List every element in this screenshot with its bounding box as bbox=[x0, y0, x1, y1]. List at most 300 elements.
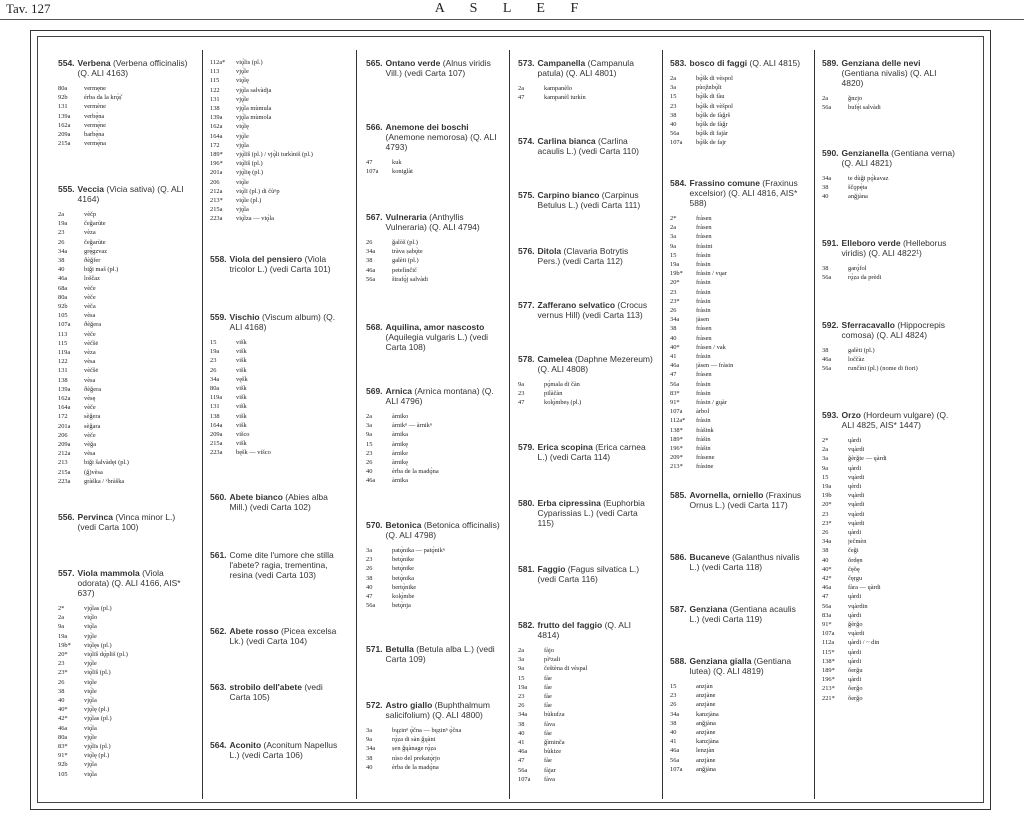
form-row bbox=[670, 223, 805, 232]
dialect-form: vjǫ̀līš (pl.) / vjǫ̀li turkìniš (pl.) bbox=[236, 151, 313, 159]
form-row bbox=[58, 228, 193, 237]
dialect-form: anǧjàna bbox=[696, 765, 716, 773]
survey-point: 138 bbox=[210, 412, 220, 420]
survey-point: 23 bbox=[58, 229, 65, 237]
entry bbox=[366, 212, 501, 284]
survey-point: 206 bbox=[210, 178, 220, 186]
form-row bbox=[670, 269, 805, 278]
dialect-form: viǫ̀līš (pl.) bbox=[84, 669, 111, 677]
survey-point: 3a bbox=[822, 455, 829, 463]
entry-description: (Buphthalmum salicifolium) (Q. ALI 4800) bbox=[385, 700, 490, 720]
survey-point: 40 bbox=[366, 583, 373, 591]
plant-name: Carpino bianco bbox=[537, 190, 602, 200]
form-row bbox=[670, 83, 805, 92]
entry-title bbox=[386, 212, 501, 232]
plant-name: Genziana gialla bbox=[689, 656, 754, 666]
entry-title bbox=[78, 512, 193, 532]
survey-point: 19b* bbox=[58, 641, 71, 649]
survey-point: 34a bbox=[366, 745, 376, 753]
dialect-form: fràsin bbox=[696, 417, 711, 425]
dialect-form: èrba de la madǫ̀na bbox=[392, 763, 439, 771]
entry-heading bbox=[518, 620, 653, 640]
entry-heading bbox=[366, 122, 501, 152]
dialect-form: fràsen bbox=[696, 224, 712, 232]
form-row bbox=[210, 430, 345, 439]
column-separator bbox=[356, 50, 357, 799]
survey-point: 56a bbox=[518, 766, 528, 774]
form-row bbox=[366, 167, 501, 176]
survey-point: 40 bbox=[670, 334, 677, 342]
form-row bbox=[210, 448, 345, 457]
entry-title bbox=[690, 178, 805, 208]
survey-point: 34a bbox=[670, 316, 680, 324]
dialect-form: kampanèlo bbox=[544, 85, 573, 92]
entry-number: 583. bbox=[670, 58, 687, 68]
form-row bbox=[670, 728, 805, 737]
dialect-form: kolǫ̀mbe bbox=[392, 593, 415, 601]
plant-name: Frassino comune bbox=[689, 178, 763, 188]
entry-heading bbox=[670, 552, 805, 572]
form-row bbox=[210, 366, 345, 375]
form-row bbox=[670, 462, 805, 471]
form-row bbox=[670, 361, 805, 370]
survey-point: 47 bbox=[518, 399, 525, 407]
form-row bbox=[58, 219, 193, 228]
dialect-form: rǫ̀ẓa di sàn ǧųàni bbox=[392, 736, 436, 744]
form-row bbox=[58, 724, 193, 733]
dialect-form: anzjàne bbox=[696, 701, 716, 709]
entry-heading bbox=[822, 320, 957, 340]
forms-list bbox=[822, 346, 957, 374]
entry-description: (Betonica officinalis) (Q. ALI 4798) bbox=[385, 520, 500, 540]
survey-point: 131 bbox=[58, 367, 68, 375]
dialect-form: viǫ̀la bbox=[84, 623, 97, 631]
entry-description: (Q. ALI 4814) bbox=[537, 620, 632, 640]
entry-description: (Clavaria Botrytis Pers.) (vedi Carta 112) bbox=[537, 246, 629, 266]
entry-heading bbox=[518, 58, 653, 78]
form-row bbox=[518, 720, 653, 729]
entry-description: (Betula alba L.) (vedi Carta 109) bbox=[385, 644, 495, 664]
entry-number: 557. bbox=[58, 568, 75, 578]
form-row bbox=[210, 196, 345, 205]
entry bbox=[518, 58, 653, 102]
survey-point: 9a bbox=[366, 431, 373, 439]
dialect-form: bųẓinⁿ ǫ̀čna — bųẓinⁿ ǫ̀čna bbox=[392, 727, 462, 734]
page-header bbox=[0, 0, 1024, 18]
entry bbox=[210, 492, 345, 512]
dialect-form: anzjàn bbox=[696, 683, 713, 690]
dialect-form: betǫ̀nike bbox=[392, 565, 415, 573]
plant-name: Genziana delle nevi bbox=[841, 58, 921, 68]
form-row bbox=[822, 694, 957, 703]
entry-number: 573. bbox=[518, 58, 535, 68]
dialect-form: te dùǧi pǫ̀kavaz bbox=[848, 175, 889, 182]
dialect-form: vęšk bbox=[236, 375, 248, 383]
entry-number: 582. bbox=[518, 620, 535, 630]
entry-title bbox=[78, 58, 193, 78]
survey-point: 212a bbox=[58, 450, 71, 458]
form-row bbox=[670, 74, 805, 83]
entry-heading bbox=[366, 386, 501, 406]
plant-name: Astro giallo bbox=[385, 700, 435, 710]
dialect-form: fràšink bbox=[696, 426, 714, 434]
form-row bbox=[670, 260, 805, 269]
entry-number: 581. bbox=[518, 564, 535, 574]
survey-point: 19a bbox=[822, 483, 832, 491]
dialect-form: štrafǫ̀j salvàdi bbox=[392, 275, 429, 283]
entry-heading bbox=[518, 498, 653, 528]
entry-number: 562. bbox=[210, 626, 227, 636]
dialect-form: patǫ̀nika — patǫ̀nikⁿ bbox=[392, 547, 445, 554]
survey-point: 15 bbox=[210, 339, 217, 346]
dialect-form: fràsin / gųàr bbox=[696, 399, 727, 407]
entry-heading bbox=[366, 58, 501, 78]
form-row bbox=[670, 352, 805, 361]
entry-title bbox=[538, 300, 653, 320]
plant-name: Arnica bbox=[385, 386, 415, 396]
dialect-form: višk bbox=[236, 357, 247, 365]
form-row bbox=[670, 288, 805, 297]
entry-description: (Fraxinus Ornus L.) (vedi Carta 117) bbox=[689, 490, 802, 510]
entry-title bbox=[842, 410, 957, 430]
dialect-form: vermęne bbox=[84, 85, 106, 92]
entry-number: 574. bbox=[518, 136, 535, 146]
survey-point: 107a bbox=[670, 765, 683, 773]
form-row bbox=[210, 421, 345, 430]
survey-point: 215a bbox=[210, 440, 223, 448]
survey-point: 34a bbox=[822, 175, 832, 182]
survey-point: 26 bbox=[366, 239, 373, 246]
forms-list bbox=[210, 338, 345, 458]
dialect-form: ðèǧera bbox=[84, 321, 102, 329]
plant-name: Betonica bbox=[385, 520, 424, 530]
survey-point: 38 bbox=[518, 720, 525, 728]
dialect-form: čęǒę bbox=[848, 565, 860, 573]
dialect-form: ǒerǧo bbox=[848, 694, 863, 702]
survey-point: 80a bbox=[210, 385, 220, 393]
plant-name: Vischio bbox=[229, 312, 262, 322]
entry-number: 571. bbox=[366, 644, 383, 654]
survey-point: 15 bbox=[670, 93, 677, 101]
dialect-form: érba da la krǫ̀ṣ̌ bbox=[84, 94, 122, 102]
entry-number: 554. bbox=[58, 58, 75, 68]
survey-point: 34a bbox=[518, 711, 528, 719]
forms-list bbox=[210, 58, 345, 224]
dialect-form: viǫ̀le (pl.) bbox=[236, 197, 262, 205]
dialect-form: bùkufza bbox=[544, 711, 565, 719]
dialect-form: fràsin bbox=[696, 297, 711, 305]
survey-point: 2a bbox=[822, 446, 829, 454]
plant-name: Viola del pensiero bbox=[229, 254, 305, 264]
entry-number: 567. bbox=[366, 212, 383, 222]
form-row bbox=[366, 546, 501, 555]
form-row bbox=[822, 510, 957, 519]
form-row bbox=[58, 742, 193, 751]
form-row bbox=[518, 747, 653, 756]
dialect-form: fàe bbox=[544, 757, 552, 765]
dialect-form: kolǫ̀mbeș (pl.) bbox=[544, 399, 582, 407]
survey-point: 119a bbox=[58, 349, 71, 357]
survey-point: 46a bbox=[670, 362, 680, 370]
plant-name: Zafferano selvatico bbox=[537, 300, 618, 310]
survey-point: 23 bbox=[210, 357, 217, 365]
form-row bbox=[366, 467, 501, 476]
forms-list bbox=[670, 214, 805, 472]
survey-point: 40* bbox=[670, 343, 680, 351]
survey-point: 40 bbox=[58, 697, 65, 705]
survey-point: 38 bbox=[670, 719, 677, 727]
form-row bbox=[822, 648, 957, 657]
plant-name: Erba cipressina bbox=[537, 498, 604, 508]
survey-point: 15 bbox=[670, 683, 677, 690]
dialect-form: àrnikę bbox=[392, 440, 408, 448]
header-rule bbox=[0, 19, 1024, 20]
survey-point: 9a bbox=[518, 665, 525, 673]
form-row bbox=[822, 519, 957, 528]
form-row bbox=[366, 412, 501, 421]
dialect-form: viǫ̀le bbox=[84, 678, 97, 686]
dialect-form: vèza bbox=[84, 349, 96, 357]
entry bbox=[58, 568, 193, 779]
dialect-form: višk bbox=[236, 339, 247, 346]
form-row bbox=[822, 666, 957, 675]
entry bbox=[518, 498, 653, 528]
entry-title bbox=[386, 58, 501, 78]
dialect-form: višk bbox=[236, 412, 247, 420]
form-row bbox=[58, 376, 193, 385]
dialect-form: pilàčàn bbox=[544, 390, 563, 398]
survey-point: 47 bbox=[366, 593, 373, 601]
entry-number: 556. bbox=[58, 512, 75, 522]
dialect-form: bǫ̀šk de fajr bbox=[696, 139, 727, 147]
plant-name: Aconito bbox=[229, 740, 264, 750]
form-row bbox=[670, 426, 805, 435]
survey-point: 9a bbox=[518, 381, 525, 388]
entry-title bbox=[386, 520, 501, 540]
dialect-form: anzjàne bbox=[696, 756, 716, 764]
dialect-form: anzjàne bbox=[696, 692, 716, 700]
entry bbox=[210, 740, 345, 760]
dialect-form: vjǫ̀la bbox=[236, 141, 249, 149]
form-row bbox=[210, 356, 345, 365]
form-row bbox=[822, 491, 957, 500]
survey-point: 162a bbox=[58, 395, 71, 403]
entry-title bbox=[230, 312, 345, 332]
survey-point: 46a bbox=[670, 747, 680, 755]
entry-number: 580. bbox=[518, 498, 535, 508]
dialect-form: vèče bbox=[84, 404, 96, 412]
survey-point: 122 bbox=[210, 86, 220, 94]
column bbox=[366, 58, 501, 807]
form-row bbox=[58, 687, 193, 696]
survey-point: 112a bbox=[822, 639, 835, 647]
entry-title bbox=[538, 620, 653, 640]
dialect-form: fràsen bbox=[696, 233, 712, 241]
form-row bbox=[822, 500, 957, 509]
entry-title bbox=[386, 386, 501, 406]
survey-point: 46a bbox=[822, 356, 832, 364]
survey-point: 23* bbox=[670, 297, 680, 305]
survey-point: 38 bbox=[58, 257, 65, 265]
entry-title bbox=[386, 644, 501, 664]
survey-point: 46a bbox=[822, 584, 832, 592]
survey-point: 23 bbox=[670, 288, 677, 296]
form-row bbox=[210, 122, 345, 131]
dialect-form: betǫ̀nja bbox=[392, 602, 411, 610]
form-row bbox=[58, 632, 193, 641]
survey-point: 38 bbox=[670, 111, 677, 119]
dialect-form: viǫ̀lę bbox=[236, 77, 249, 85]
form-row bbox=[366, 256, 501, 265]
survey-point: 38 bbox=[822, 547, 829, 555]
survey-point: 91* bbox=[58, 752, 68, 760]
entry-number: 577. bbox=[518, 300, 535, 310]
entry-description: (Euphorbia Cyparissias L.) (vedi Carta 115) bbox=[537, 498, 645, 528]
survey-point: 41 bbox=[518, 739, 525, 747]
survey-point: 46a bbox=[366, 266, 376, 274]
dialect-form: galèti (pl.) bbox=[848, 347, 875, 354]
form-row bbox=[210, 439, 345, 448]
entry bbox=[670, 178, 805, 472]
dialect-form: betǫ̀nike bbox=[392, 556, 415, 564]
dialect-form: vjǫ̀līs (pl.) bbox=[84, 743, 111, 751]
survey-point: 47 bbox=[366, 159, 373, 166]
entry-description: (Picea excelsa Lk.) (vedi Carta 104) bbox=[229, 626, 337, 646]
form-row bbox=[822, 583, 957, 592]
entry-number: 589. bbox=[822, 58, 839, 68]
entry-heading bbox=[518, 442, 653, 462]
entry-description: (Hippocrepis comosa) (Q. ALI 4824) bbox=[841, 320, 946, 340]
form-row bbox=[822, 602, 957, 611]
dialect-form: jàsen — fràsin bbox=[696, 362, 734, 370]
dialect-form: vųàrdi bbox=[848, 446, 865, 454]
form-row bbox=[822, 355, 957, 364]
survey-point: 213* bbox=[210, 197, 223, 205]
survey-point: 23 bbox=[670, 102, 677, 110]
form-row bbox=[670, 102, 805, 111]
form-row bbox=[58, 293, 193, 302]
entry-number: 555. bbox=[58, 184, 75, 194]
dialect-form: fràsene bbox=[696, 454, 715, 462]
form-row bbox=[210, 150, 345, 159]
dialect-form: višco bbox=[236, 431, 250, 439]
plant-name: Abete bianco bbox=[229, 492, 286, 502]
form-row bbox=[366, 744, 501, 753]
form-row bbox=[58, 84, 193, 93]
form-row bbox=[58, 613, 193, 622]
dialect-form: fràsin bbox=[696, 380, 711, 388]
form-row bbox=[58, 348, 193, 357]
dialect-form: višk bbox=[236, 421, 247, 429]
survey-point: 3a bbox=[366, 422, 373, 430]
form-row bbox=[670, 746, 805, 755]
survey-point: 196* bbox=[210, 160, 223, 168]
dialect-form: bǫ̀šk di fajàr bbox=[696, 130, 728, 138]
survey-point: 15 bbox=[670, 251, 677, 259]
form-row bbox=[210, 393, 345, 402]
survey-point: 138* bbox=[670, 426, 683, 434]
entry-heading bbox=[366, 520, 501, 540]
survey-point: 15 bbox=[822, 473, 829, 481]
entry-title bbox=[386, 122, 501, 152]
entry-number: 586. bbox=[670, 552, 687, 562]
dialect-form: čeǧarùte bbox=[84, 238, 106, 246]
plant-name: Orzo bbox=[841, 410, 864, 420]
survey-point: 164a bbox=[58, 404, 71, 412]
dialect-form: fràsen / vak bbox=[696, 343, 726, 351]
dialect-form: ųàrdi bbox=[848, 676, 862, 684]
dialect-form: vjǫ̀la bbox=[84, 697, 97, 705]
entry-heading bbox=[210, 626, 345, 646]
survey-point: 91* bbox=[670, 399, 680, 407]
dialect-form: viǫ̀lęs (pl.) bbox=[84, 641, 112, 649]
entry bbox=[518, 354, 653, 408]
forms-list bbox=[58, 210, 193, 486]
form-row bbox=[58, 412, 193, 421]
dialect-form: viǫ̀līš (pl.) bbox=[236, 160, 263, 168]
dialect-form: ųàrdi bbox=[848, 611, 862, 619]
atlas-title: A S L E F bbox=[434, 1, 590, 16]
survey-point: 196* bbox=[670, 445, 683, 453]
forms-list bbox=[670, 682, 805, 774]
dialect-form: (ǧ)vèsa bbox=[84, 468, 103, 476]
dialect-form: ječmèn bbox=[848, 538, 867, 546]
survey-point: 41 bbox=[670, 353, 677, 361]
form-row bbox=[210, 67, 345, 76]
survey-point: 223a bbox=[58, 477, 71, 485]
entry-heading bbox=[518, 300, 653, 320]
form-row bbox=[58, 714, 193, 723]
form-row bbox=[670, 278, 805, 287]
entry-number: 561. bbox=[210, 550, 227, 560]
survey-point: 105 bbox=[58, 770, 68, 778]
plant-name: Ditola bbox=[537, 246, 564, 256]
survey-point: 107a bbox=[58, 321, 71, 329]
form-row bbox=[822, 546, 957, 555]
entry bbox=[58, 184, 193, 486]
dialect-form: vjǫ̀la salvàdja bbox=[236, 86, 272, 94]
entry bbox=[822, 410, 957, 703]
entry-description: Come dite l'umore che stilla l'abete? ragia, trementina, resina (vedi Carta 103) bbox=[229, 550, 334, 580]
entry-heading bbox=[670, 58, 805, 68]
entry-title bbox=[538, 498, 653, 528]
dialect-form: ųèrdi bbox=[848, 483, 862, 491]
form-row bbox=[58, 733, 193, 742]
form-row bbox=[366, 735, 501, 744]
form-row bbox=[822, 611, 957, 620]
survey-point: 56a bbox=[366, 602, 376, 610]
entry-heading bbox=[210, 550, 345, 580]
form-row bbox=[822, 445, 957, 454]
forms-list bbox=[366, 726, 501, 772]
form-row bbox=[58, 112, 193, 121]
survey-point: 40 bbox=[670, 121, 677, 129]
survey-point: 23* bbox=[822, 519, 832, 527]
form-row bbox=[822, 528, 957, 537]
entry-description: (Abies alba Mill.) (vedi Carta 102) bbox=[229, 492, 328, 512]
entry-description: (Daphne Mezereum) (Q. ALI 4808) bbox=[537, 354, 653, 374]
survey-point: 2* bbox=[58, 605, 65, 612]
form-row bbox=[58, 330, 193, 339]
entry-heading bbox=[210, 740, 345, 760]
dialect-form: fràsin bbox=[696, 353, 711, 361]
dialect-form: višk bbox=[236, 403, 247, 411]
survey-point: 2* bbox=[670, 215, 677, 222]
plant-name: Betulla bbox=[385, 644, 417, 654]
dialect-form: ǒrdęn bbox=[848, 556, 863, 564]
form-row bbox=[58, 394, 193, 403]
survey-point: 80a bbox=[58, 85, 68, 92]
